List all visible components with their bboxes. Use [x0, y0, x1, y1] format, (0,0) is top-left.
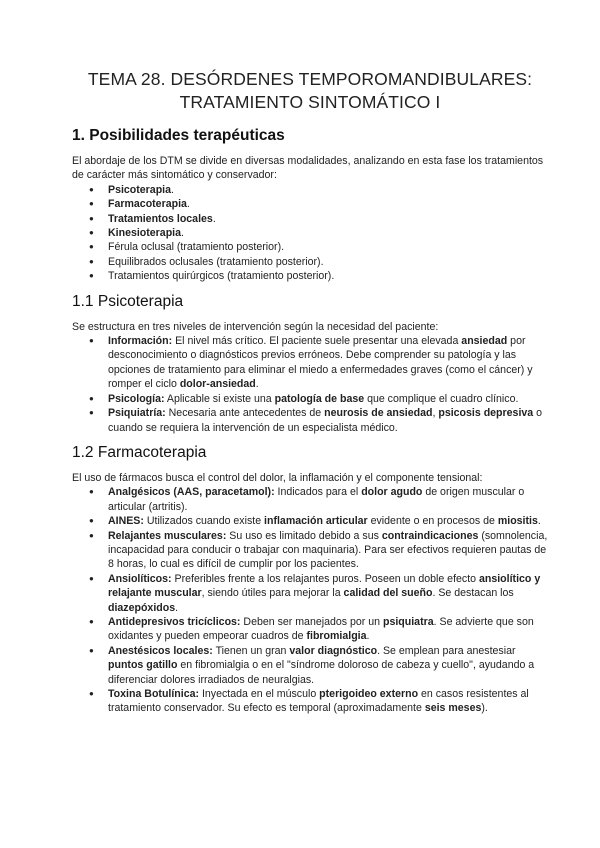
psicoterapia-levels-list: [72, 334, 548, 435]
list-item-analgesicos: ● Analgésicos (AAS, paracetamol): Indicados para el dolor agudo de origen muscular o articular (artritis).: [108, 485, 548, 514]
list-item: ● Tratamientos quirúrgicos (tratamiento posterior).: [108, 269, 548, 283]
section-intro-posibilidades: El abordaje de los DTM se divide en diversas modalidades, analizando en esta fase los tratamientos de carácter más sintomático y conservador:: [72, 155, 544, 182]
list-item-relajantes: ● Relajantes musculares: Su uso es limitado debido a sus contraindicaciones (somnolencia, incapacidad para conducir o trabajar con maquinaria). Para ser efectivos requieren pautas de 8 horas, lo cual es difícil de cumplir por los pacientes.: [108, 529, 548, 572]
list-item: ● Tratamientos locales.: [108, 212, 548, 226]
section-heading-psicoterapia: 1.1 Psicoterapia: [72, 292, 184, 310]
list-item-informacion: ● Información: El nivel más crítico. El paciente suele presentar una elevada ansiedad por desconocimiento o diagnósticos previos erróneos. Debe comprender su patología y las opciones de tratamiento para eliminar el miedo a enfermedades graves (como el cáncer) y romper el ciclo dolor-ansiedad.: [108, 334, 548, 392]
list-item: ● Férula oclusal (tratamiento posterior).: [108, 240, 548, 254]
list-item-psiquiatria: ● Psiquiatría: Necesaria ante antecedentes de neurosis de ansiedad, psicosis depresiva o cuando se requiera la intervención de un especialista médico.: [108, 406, 548, 435]
list-item-antidepresivos: ● Antidepresivos tricíclicos: Deben ser manejados por un psiquiatra. Se advierte que son oxidantes y pueden empeorar cuadros de fibromialgia.: [108, 615, 548, 644]
therapy-options-list: [72, 183, 548, 284]
list-item: ● Farmacoterapia.: [108, 197, 548, 211]
farmacoterapia-list: [72, 485, 548, 716]
section-heading-posibilidades: 1. Posibilidades terapéuticas: [72, 127, 285, 144]
list-item-anestesicos: ● Anestésicos locales: Tienen un gran valor diagnóstico. Se emplean para anestesiar puntos gatillo en fibromialgia o en el "síndrome doloroso de cabeza y cuello", ayudando a diferenciar dolores irradiados de neuralgias.: [108, 644, 548, 687]
list-item-toxina: ● Toxina Botulínica: Inyectada en el músculo pterigoideo externo en casos resistentes al tratamiento conservador. Su efecto es temporal (aproximadamente seis meses).: [108, 687, 548, 716]
document-title: TEMA 28. DESÓRDENES TEMPOROMANDIBULARES: TRATAMIENTO SINTOMÁTICO I: [87, 69, 533, 112]
list-item: ● Kinesioterapia.: [108, 226, 548, 240]
list-item-psicologia: ● Psicología: Aplicable si existe una patología de base que complique el cuadro clínico.: [108, 392, 548, 406]
section-heading-farmacoterapia: 1.2 Farmacoterapia: [72, 443, 207, 461]
list-item: ● Equilibrados oclusales (tratamiento posterior).: [108, 255, 548, 269]
list-item: ● Psicoterapia.: [108, 183, 548, 197]
section-intro-farmacoterapia: El uso de fármacos busca el control del dolor, la inflamación y el componente tensional:: [72, 471, 483, 484]
list-item-aines: ● AINES: Utilizados cuando existe inflamación articular evidente o en procesos de miositis.: [108, 514, 548, 528]
section-intro-psicoterapia: Se estructura en tres niveles de intervención según la necesidad del paciente:: [72, 320, 439, 333]
list-item-ansioliticos: ● Ansiolíticos: Preferibles frente a los relajantes puros. Poseen un doble efecto ansiolítico y relajante muscular, siendo útiles para mejorar la calidad del sueño. Se destacan los diazepóxidos.: [108, 572, 548, 615]
